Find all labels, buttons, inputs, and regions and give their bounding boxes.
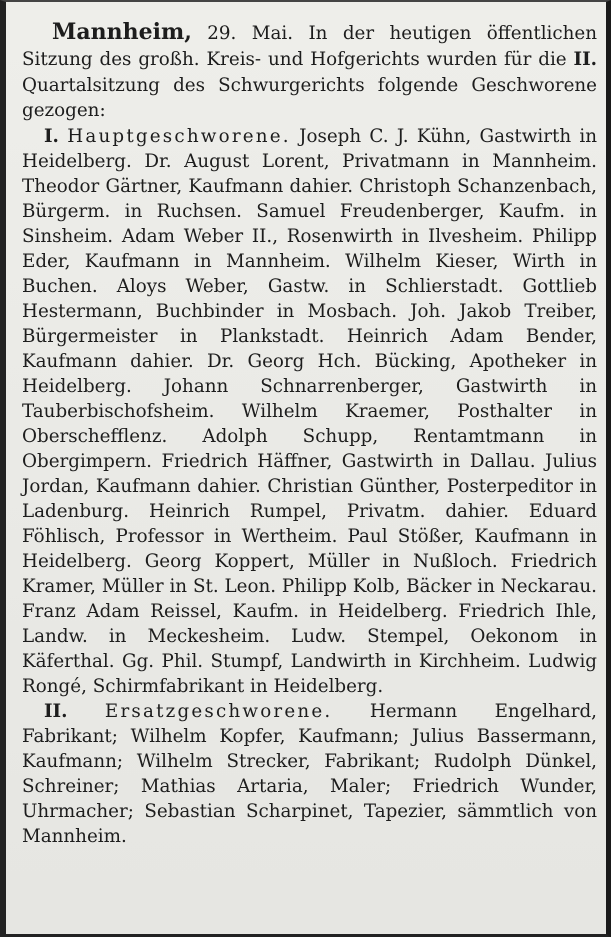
headline-city: Mannheim, bbox=[52, 19, 192, 45]
intro-text-rest: Quartalsitzung des Schwurgerichts folgende Geschworene gezogen: bbox=[22, 74, 597, 122]
intro-paragraph bbox=[22, 20, 597, 124]
section1-text: Joseph C. J. Kühn, Gastwirth in Heidelberg. Dr. August Lorent, Privatmann in Mannheim. Theodor Gärtner, Kaufmann dahier. Christoph Schanzenbach, Bürgerm. in Ruchsen. Samuel Freudenberger, Kaufm. in Sinsheim. Adam Weber II., Rosenwirth in Ilvesheim. Philipp Eder, Kaufmann in Mannheim. Wilhelm Kieser, Wirth in Buchen. Aloys Weber, Gastw. in Schlierstadt. Gottlieb Hestermann, Buchbinder in Mosbach. Joh. Jakob Treiber, Bürgermeister in Plankstadt. Heinrich Adam Bender, Kaufmann dahier. Dr. Georg Hch. Bücking, Apotheker in Heidelberg. Johann Schnarrenberger, Gastwirth in Tauberbischofsheim. Wilhelm Kraemer, Posthalter in Oberschefflenz. Adolph Schupp, Rentamtmann in Obergimpern. Friedrich Häffner, Gastwirth in Dallau. Julius Jordan, Kaufmann dahier. Christian Günther, Posterpeditor in Ladenburg. Heinrich Rumpel, Privatm. dahier. Eduard Föhlisch, Professor in Wertheim. Paul Stößer, Kaufmann in Heidelberg. Georg Koppert, Müller in Nußloch. Friedrich Kramer, Müller in St. Leon. Philipp Kolb, Bäcker in Neckarau. Franz Adam Reissel, Kaufm. in Heidelberg. Friedrich Ihle, Landw. in Meckesheim. Ludw. Stempel, Oekonom in Käferthal. Gg. Phil. Stumpf, Landwirth in Kirchheim. Ludwig Rongé, Schirmfabrikant in Heidelberg. bbox=[22, 126, 598, 698]
intro-text: 29. Mai. In der heutigen öffentlichen Sitzung des großh. Kreis- und Hofgerichts wurden für die bbox=[22, 23, 597, 70]
intro-roman-numeral: II. bbox=[573, 48, 597, 70]
section1-label: Hauptgeschworene. bbox=[67, 126, 291, 148]
article-body bbox=[22, 20, 597, 849]
section2-text: Hermann Engelhard, Fabrikant; Wilhelm Kopfer, Kaufmann; Julius Bassermann, Kaufmann; Wilhelm Strecker, Fabrikant; Rudolph Dünkel, Schreiner; Mathias Artaria, Maler; Friedrich Wunder, Uhrmacher; Sebastian Scharpinet, Tapezier, sämmtlich von Mannheim. bbox=[22, 701, 597, 848]
section1-number: I. bbox=[44, 126, 59, 148]
section-substitute-jurors bbox=[22, 699, 597, 849]
section2-label: Ersatzgeschworene. bbox=[104, 701, 333, 723]
section-main-jurors bbox=[22, 124, 597, 699]
section2-number: II. bbox=[44, 701, 68, 723]
